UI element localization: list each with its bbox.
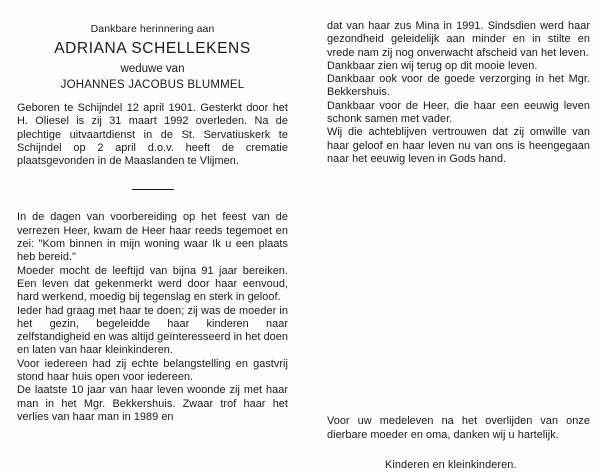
right-paragraph-5: Wij die achteblijven vertrouwen dat zij omwille van haar geloof en haar leven nu van ons is heengegaan naar het eeuwig leven in Gods hand. [327,126,590,165]
right-column [300,0,600,471]
left-paragraph-5: De laatste 10 jaar van haar leven woonde zij met haar man in het Mgr. Bekkershuis. Zwaar trof haar het verlies van haar man in 1989 en [17,384,288,423]
birth-death-details: Geboren te Schijndel 12 april 1901. Gesterkt door het H. Oliesel is zij 31 maart 1992 overleden. Na de plechtige uitvaartdienst in de St. Servatiuskerk te Schijndel op 2 april d.o.v. heeft de crematie plaatsgevonden in de Maaslanden te Vlijmen. [17,102,288,168]
divider-rule [132,189,174,190]
left-paragraph-4: Voor iedereen had zij echte belangstelling en gastvrij stond haar huis open voor iedereen. [17,357,288,384]
section-divider [17,180,288,198]
relation-label: weduwe van [120,63,185,75]
header-block [17,22,288,93]
header-intro: Dankbare herinnering aan [90,23,215,35]
right-paragraph-2: Dankbaar zien wij terug op dit mooie leven. [327,59,538,72]
left-paragraph-1: In de dagen van voorbereiding op het feest van de verrezen Heer, kwam de Heer haar reeds tegemoet en zei: "Kom binnen in mijn woning waar Ik u een plaats heb bereid." [17,211,288,264]
thanks-message: Voor uw medeleven na het overlijden van onze dierbare moeder en oma, danken wij u hartelijk. [327,415,590,441]
signature: Kinderen en kleinkinderen. [385,458,517,471]
right-paragraph-1: dat van haar zus Mina in 1991. Sindsdien werd haar gezondheid geleidelijk aan minder en in stilte en vrede nam zij nog onverwacht afscheid van het leven. [327,20,590,59]
left-paragraph-3: Ieder had graag met haar te doen; zij was de moeder in het gezin, begeleidde haar kinderen naar zelfstandigheid en was altijd geïnteresseerd in het doen en laten van haar kleinkinderen. [17,304,289,357]
spouse-name: JOHANNES JACOBUS BLUMMEL [60,79,245,91]
right-paragraph-4: Dankbaar voor de Heer, die haar een eeuwig leven schonk samen met vader. [327,99,590,126]
thanks-block [327,415,590,472]
left-column [0,0,300,466]
deceased-name: ADRIANA SCHELLEKENS [54,40,251,57]
right-paragraph-3: Dankbaar ook voor de goede verzorging in het Mgr. Bekkershuis. [327,73,590,99]
left-paragraph-2: Moeder mocht de leeftijd van bijna 91 jaar bereiken. Een leven dat gekenmerkt werd door haar eenvoud, hard werkend, moedig bij tegenslag en sterk in geloof. [17,264,288,304]
